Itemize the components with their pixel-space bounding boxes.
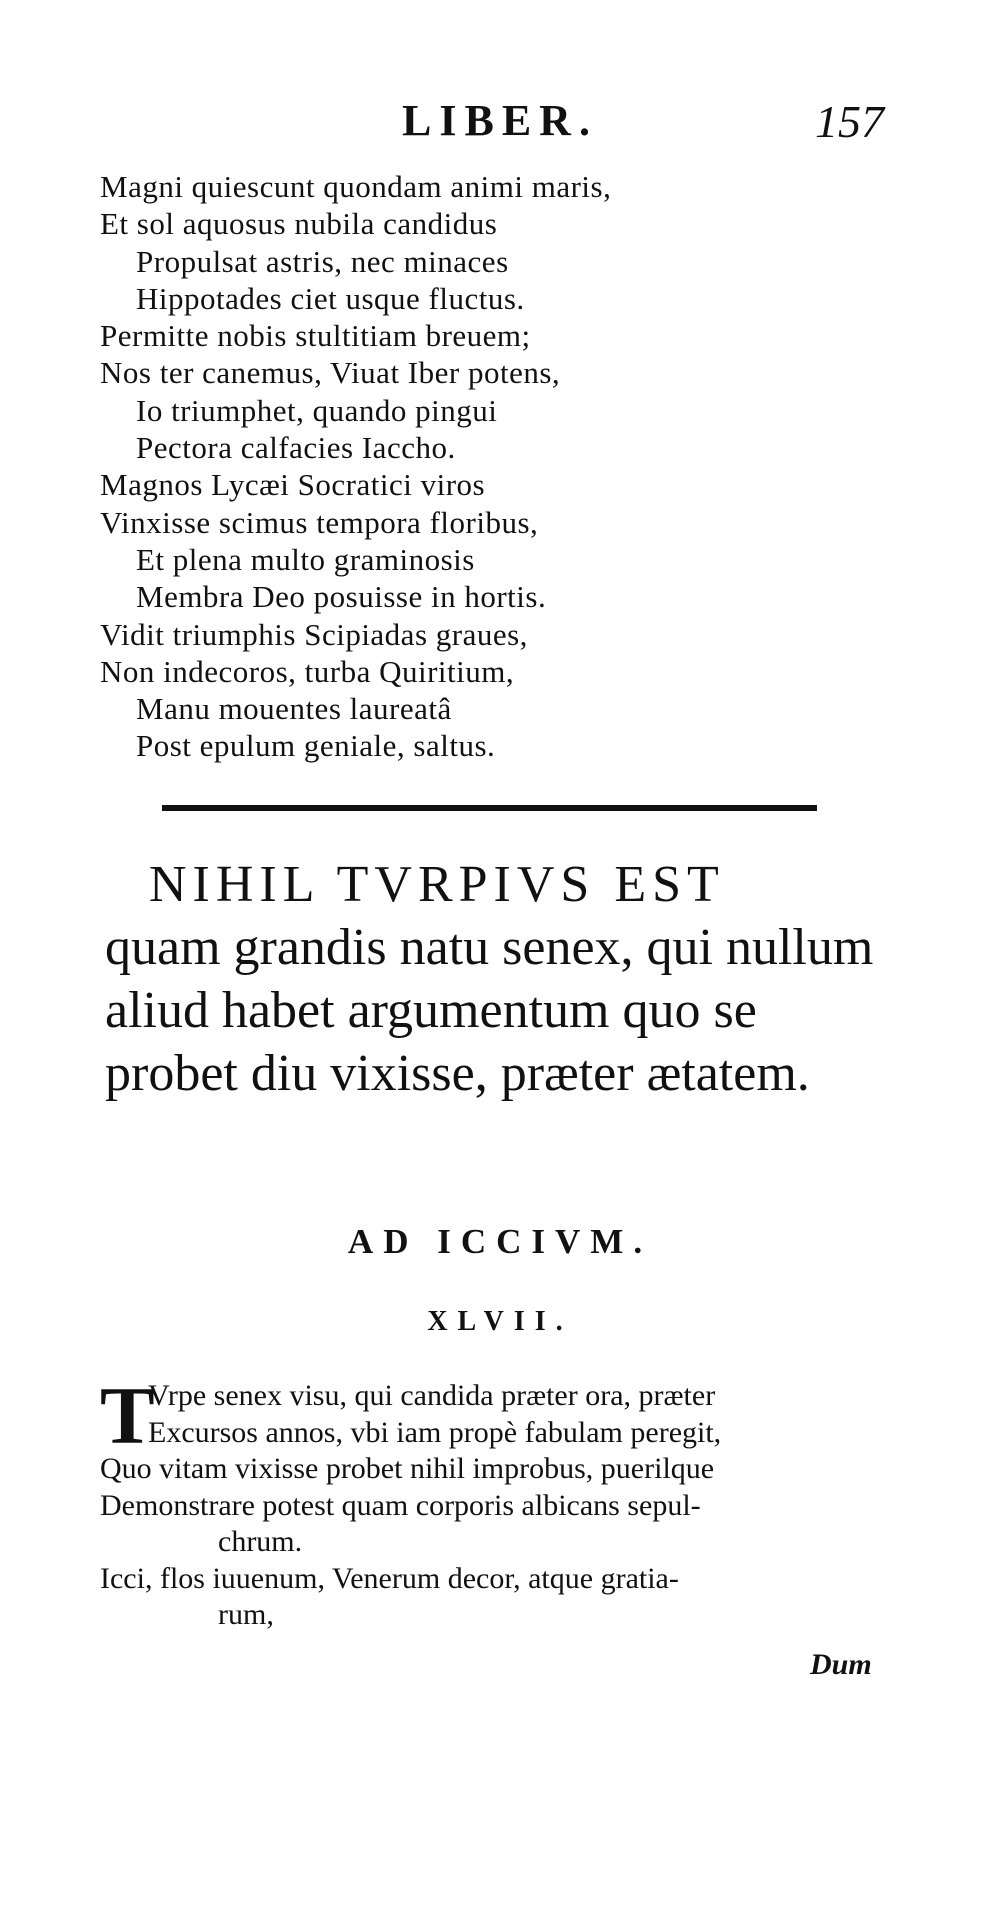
poem-line: Magni quiescunt quondam animi maris, [100, 169, 612, 204]
section-divider [162, 805, 817, 811]
poem-line: Propulsat astris, nec minaces [136, 243, 509, 279]
poem-line: Magnos Lycæi Socratici viros [100, 467, 486, 503]
poem-line: Nos ter canemus, Viuat Iber potens, [100, 355, 561, 391]
poem-line: Hippotades ciet usque fluctus. [136, 280, 525, 316]
epigram-line: chrum. [218, 1525, 303, 1558]
epigram-line: Excursos annos, vbi iam propè fabulam peregit, [148, 1415, 722, 1449]
poem-line: Manu mouentes laureatâ [136, 691, 452, 727]
poem-line: Non indecoros, turba Quiritium, [100, 653, 515, 689]
page-number: 157 [815, 96, 884, 147]
poem-line: Membra Deo posuisse in hortis. [136, 579, 547, 615]
epigram-line: Icci, flos iuuenum, Venerum decor, atque gratia- [100, 1561, 679, 1595]
poem-line: Io triumphet, quando pingui [136, 392, 498, 428]
catchword: Dum [810, 1648, 872, 1681]
epigram-line: Quo vitam vixisse probet nihil improbus, puerilque [100, 1452, 715, 1485]
section-title: AD ICCIVM. [347, 1222, 653, 1261]
poem-line: Post epulum geniale, saltus. [136, 728, 496, 764]
adage-block [105, 853, 890, 1105]
poem-line: Et plena multo graminosis [136, 541, 475, 577]
poem-block [100, 168, 680, 765]
section-number: XLVII. [427, 1306, 573, 1337]
poem-line: Vinxisse scimus tempora floribus, [100, 504, 539, 540]
poem-line: Pectora calfacies Iaccho. [136, 430, 456, 466]
adage-text: quam grandis natu senex, qui nullum aliud habet argumentum quo se probet diu vixisse, præter ætatem. [105, 919, 874, 1102]
poem-line: Vidit triumphis Scipiadas graues, [100, 616, 528, 652]
drop-cap: T [100, 1370, 155, 1461]
running-header-title: LIBER. [402, 96, 598, 145]
epigram-line: rum, [218, 1598, 274, 1631]
poem-line: Et sol aquosus nubila candidus [100, 206, 498, 242]
epigram-line: Demonstrare potest quam corporis albicans sepul- [100, 1488, 701, 1522]
epigram-line: Vrpe senex visu, qui candida præter ora, præter [148, 1379, 716, 1412]
poem-line: Permitte nobis stultitiam breuem; [100, 318, 531, 354]
epigram-block [100, 1370, 910, 1634]
adage-caps: NIHIL TVRPIVS EST [149, 856, 725, 913]
